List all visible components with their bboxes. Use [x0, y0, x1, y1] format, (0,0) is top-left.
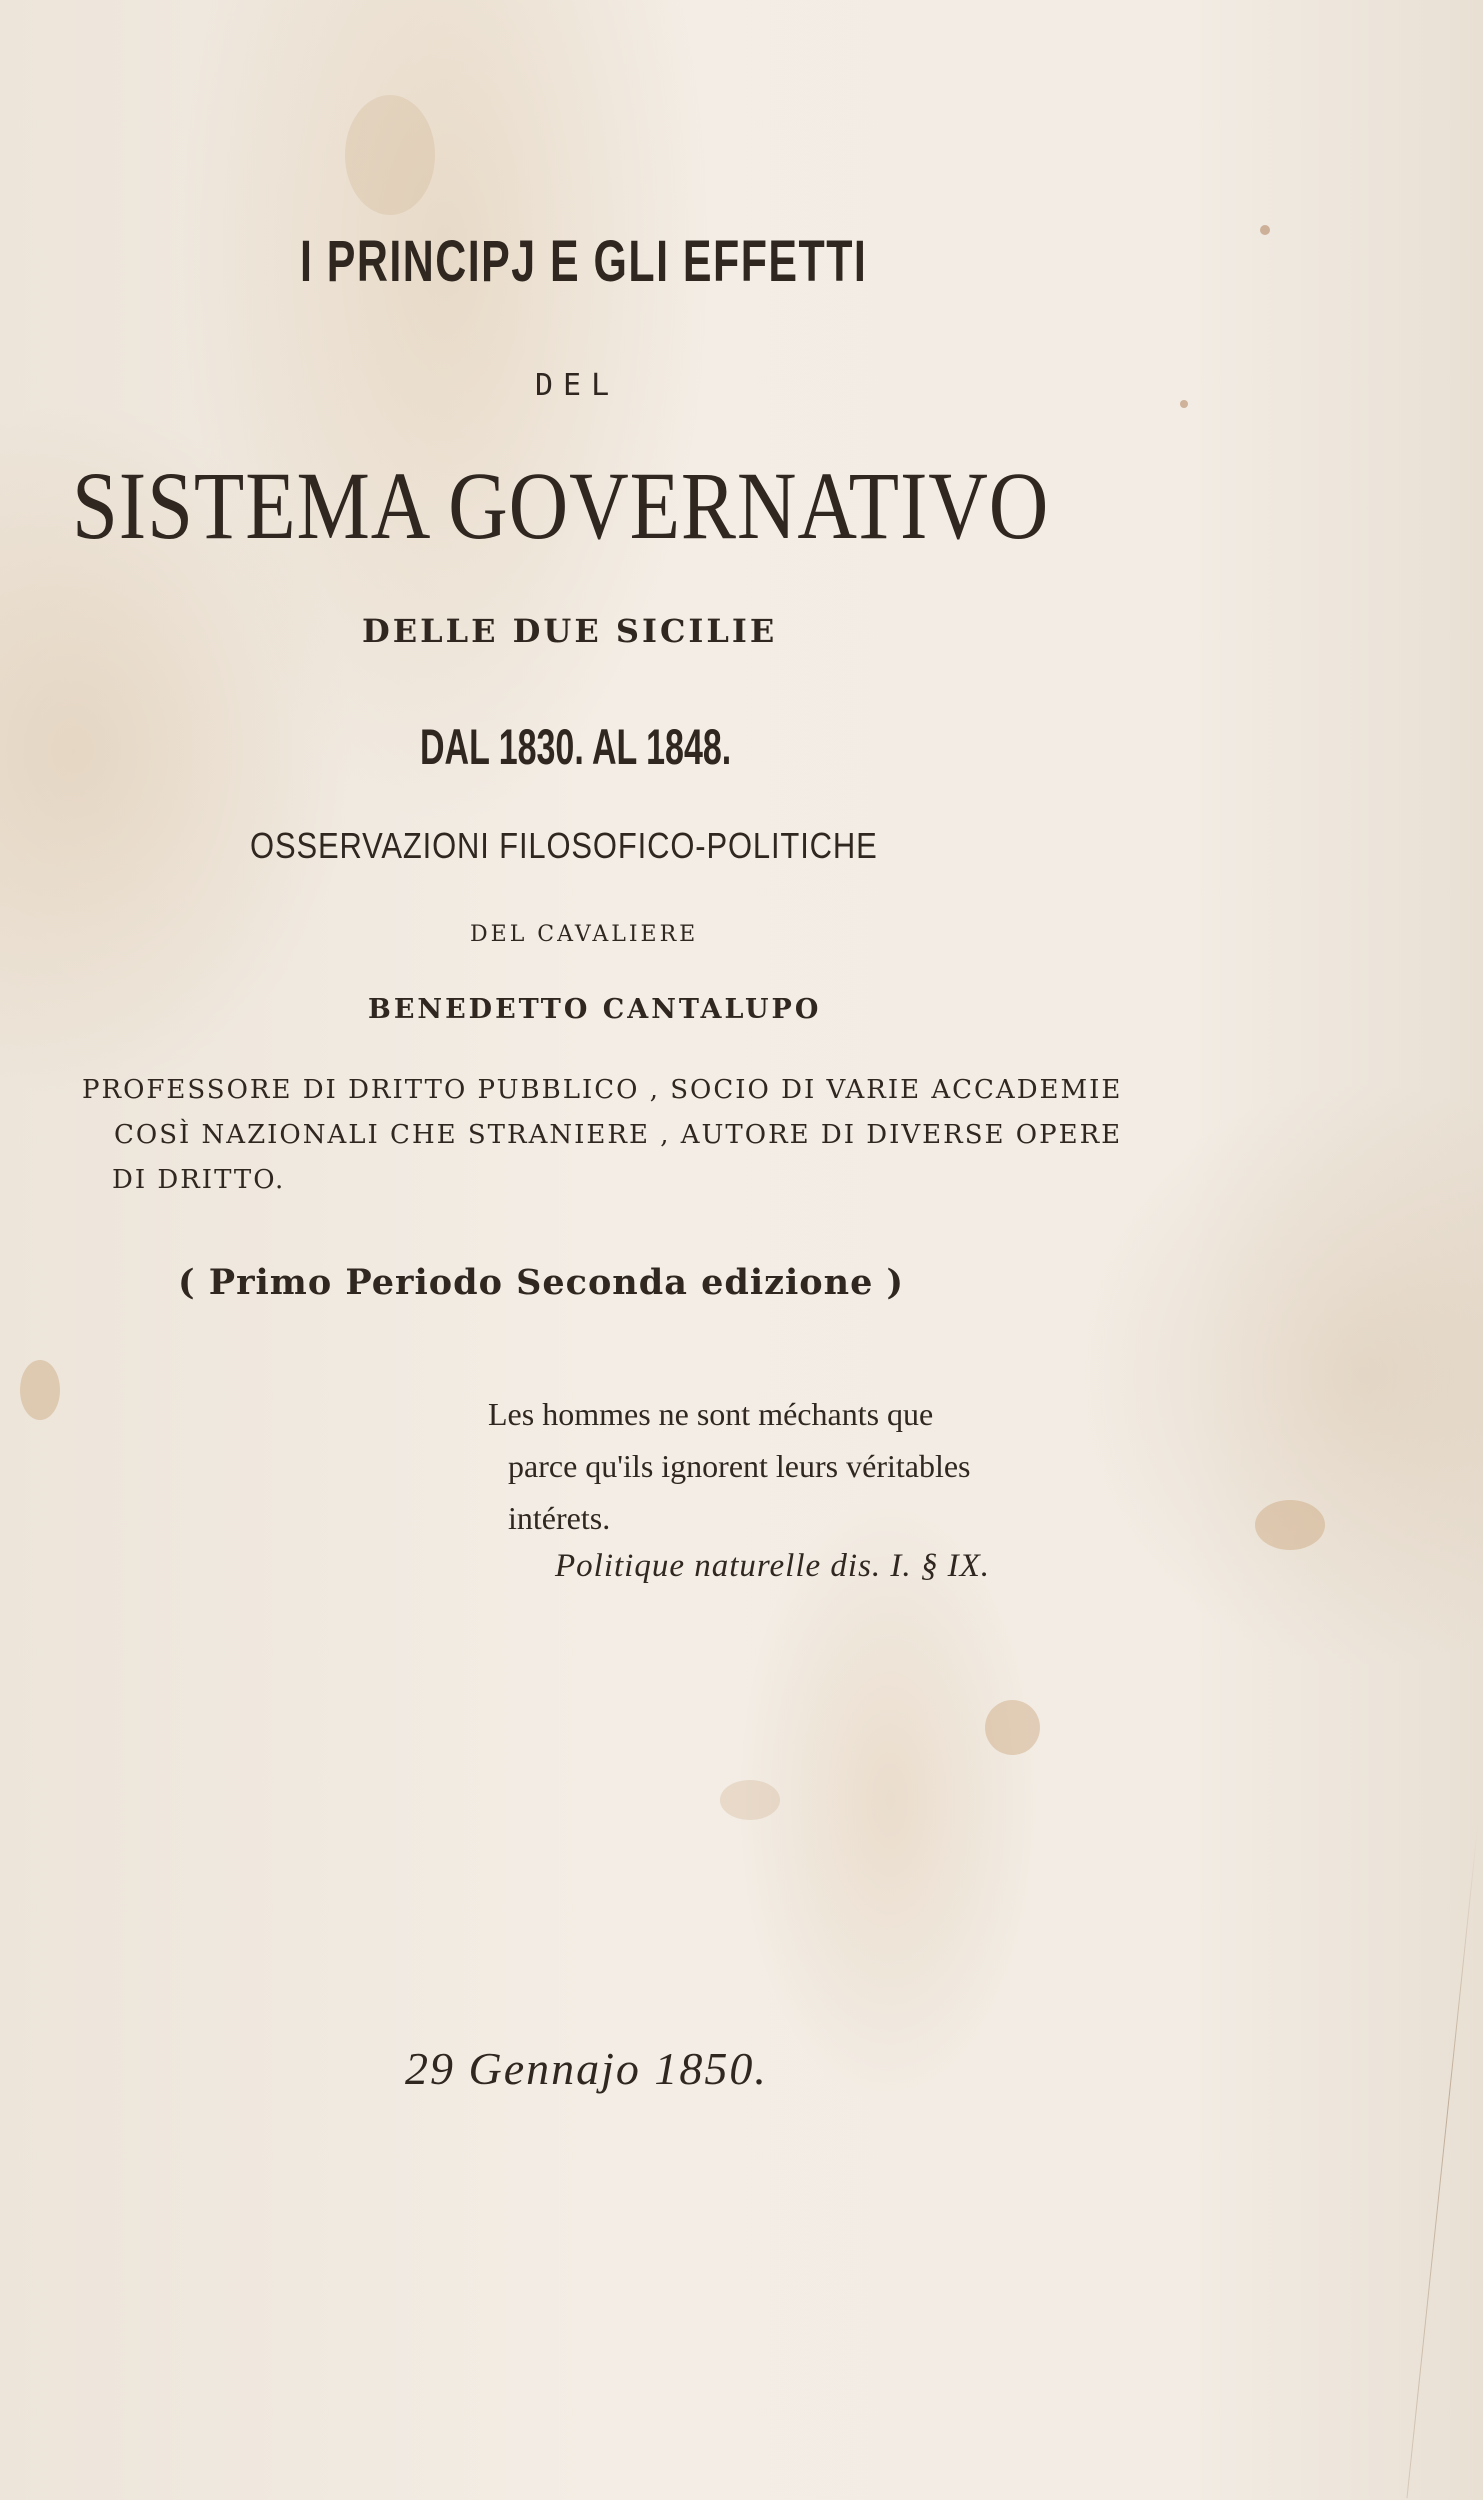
author-prefix: DEL CAVALIERE [470, 922, 699, 947]
foxing-stain [20, 1360, 60, 1420]
subtitle-date-range: DAL 1830. AL 1848. [420, 719, 732, 775]
main-title: SISTEMA GOVERNATIVO [72, 452, 1050, 559]
foxing-stain [985, 1700, 1040, 1755]
edition-note: ( Primo Periodo Seconda edizione ) [178, 1262, 905, 1303]
credentials-line: DI DRITTO. [112, 1165, 286, 1195]
author-name: BENEDETTO CANTALUPO [368, 994, 822, 1025]
epigraph-line: Les hommes ne sont méchants que [488, 1396, 934, 1432]
title-line-principj: I PRINCIPJ E GLI EFFETTI [300, 229, 868, 294]
foxing-stain [1180, 400, 1188, 408]
epigraph [488, 1388, 971, 1544]
publication-date: 29 Gennajo 1850. [405, 2043, 768, 2094]
foxing-stain [1260, 225, 1270, 235]
credentials-line: COSÌ NAZIONALI CHE STRANIERE , AUTORE DI DIVERSE OPERE [114, 1120, 1123, 1150]
foxing-stain [345, 95, 435, 215]
epigraph-line: intérets. [508, 1500, 611, 1536]
subtitle-observations: OSSERVAZIONI FILOSOFICO-POLITICHE [250, 825, 878, 866]
page-crease [1406, 1822, 1478, 2498]
subtitle-due-sicilie: DELLE DUE SICILIE [362, 612, 778, 650]
foxing-stain [720, 1780, 780, 1820]
foxing-stain [1255, 1500, 1325, 1550]
epigraph-source: Politique naturelle dis. I. § IX. [555, 1548, 991, 1584]
title-line-del: DEL [535, 368, 620, 403]
credentials-line: PROFESSORE DI DRITTO PUBBLICO , SOCIO DI VARIE ACCADEMIE [82, 1075, 1123, 1105]
epigraph-line: parce qu'ils ignorent leurs véritables [508, 1448, 971, 1484]
